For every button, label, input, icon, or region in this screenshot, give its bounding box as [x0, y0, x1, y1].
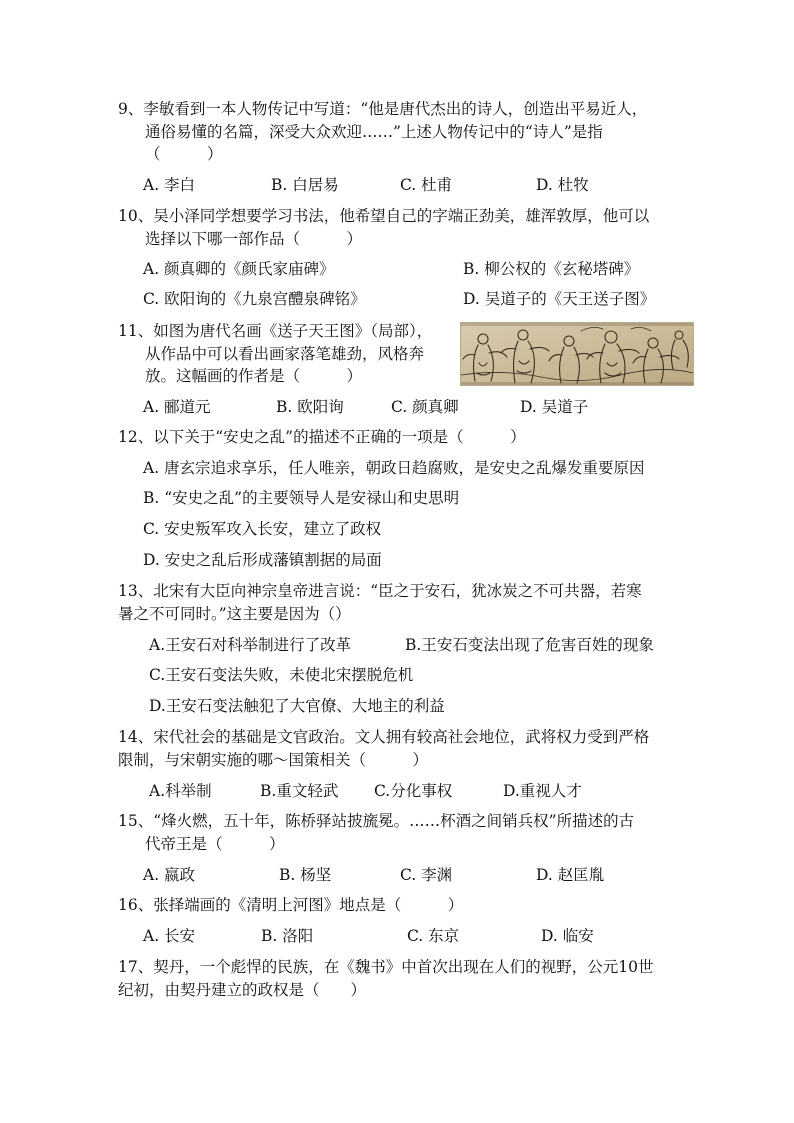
option-c: C. 安史叛军攻入长安，建立了政权	[143, 520, 382, 538]
question-stem-line: 暑之不可同时。”这主要是因为（）	[118, 605, 351, 623]
option-c: C.分化事权	[374, 782, 453, 800]
question-stem-line: 16、张择端画的《清明上河图》地点是（ ）	[118, 896, 464, 914]
option-a: A. 嬴政	[143, 866, 196, 884]
option-d: D. 吴道子	[520, 398, 589, 416]
option-a: A.科举制	[149, 782, 212, 800]
option-a: A.王安石对科举制进行了改革	[149, 636, 352, 654]
option-c: C.王安石变法失败，未使北宋摆脱危机	[149, 666, 414, 684]
option-b: B. 欧阳询	[276, 398, 344, 416]
option-c: C. 东京	[407, 927, 460, 945]
option-b: B.重文轻武	[260, 782, 339, 800]
option-b: B. 柳公权的《玄秘塔碑》	[463, 260, 640, 278]
question-stem-line: 11、如图为唐代名画《送子天王图》（局部），	[118, 322, 433, 340]
option-a: A. 颜真卿的《颜氏家庙碑》	[143, 260, 335, 278]
option-d: D. 临安	[541, 927, 594, 945]
question-stem-line: 9、李敏看到一本人物传记中写道：“他是唐代杰出的诗人，创造出平易近人，	[118, 100, 648, 118]
option-b: B. “安史之乱”的主要领导人是安禄山和史思明	[143, 489, 460, 507]
question-stem-line: 10、吴小泽同学想要学习书法，他希望自己的字端正劲美，雄浑敦厚，他可以	[118, 207, 650, 225]
option-c: C. 欧阳询的《九泉宫醴泉碑铭》	[143, 290, 366, 308]
option-b: B. 洛阳	[261, 927, 314, 945]
option-a: A. 郦道元	[143, 398, 211, 416]
option-a: A. 李白	[143, 176, 196, 194]
option-a: A. 长安	[143, 927, 196, 945]
question-stem-line: 限制，与宋朝实施的哪～国策相关（ ）	[118, 751, 429, 769]
question-stem-line: 放。这幅画的作者是（ ）	[145, 367, 363, 385]
question-stem-line: 17、契丹，一个彪悍的民族，在《魏书》中首次出现在人们的视野，公元10世	[118, 958, 654, 976]
question-stem-line: 选择以下哪一部作品（ ）	[145, 230, 363, 248]
option-d: D.王安石变法触犯了大官僚、大地主的利益	[149, 697, 445, 715]
option-d: D. 杜牧	[536, 176, 589, 194]
painting-image	[460, 322, 694, 386]
option-d: D.重视人才	[503, 782, 582, 800]
question-stem-line: 14、宋代社会的基础是文官政治。文人拥有较高社会地位，武将权力受到严格	[118, 728, 650, 746]
question-stem-line: 12、以下关于“安史之乱”的描述不正确的一项是（ ）	[118, 428, 526, 446]
option-b: B. 杨坚	[279, 866, 332, 884]
option-c: C. 颜真卿	[391, 398, 459, 416]
option-b: B. 白居易	[271, 176, 339, 194]
question-stem-line: 13、北宋有大臣向神宗皇帝进言说：“臣之于安石，犹冰炭之不可共器，若寒	[118, 582, 642, 600]
option-d: D. 吴道子的《天王送子图》	[463, 290, 656, 308]
option-d: D. 赵匡胤	[536, 866, 605, 884]
option-c: C. 李渊	[400, 866, 453, 884]
question-stem-line: 代帝王是（ ）	[145, 835, 285, 853]
question-stem-line: 纪初，由契丹建立的政权是（ ）	[118, 981, 367, 999]
question-stem-line: （ ）	[145, 145, 223, 163]
question-stem-line: 从作品中可以看出画家落笔雄劲，风格奔	[145, 345, 425, 363]
option-d: D. 安史之乱后形成藩镇割据的局面	[143, 551, 382, 569]
option-a: A. 唐玄宗追求享乐，任人唯亲，朝政日趋腐败，是安史之乱爆发重要原因	[143, 459, 645, 477]
option-b: B.王安石变法出现了危害百姓的现象	[405, 636, 654, 654]
option-c: C. 杜甫	[400, 176, 453, 194]
question-stem-line: 15、“烽火燃，五十年，陈桥驿站披旒冕。……杯酒之间销兵权”所描述的古	[118, 812, 635, 830]
question-stem-line: 通俗易懂的名篇，深受大众欢迎……”上述人物传记中的“诗人”是指	[145, 123, 603, 141]
